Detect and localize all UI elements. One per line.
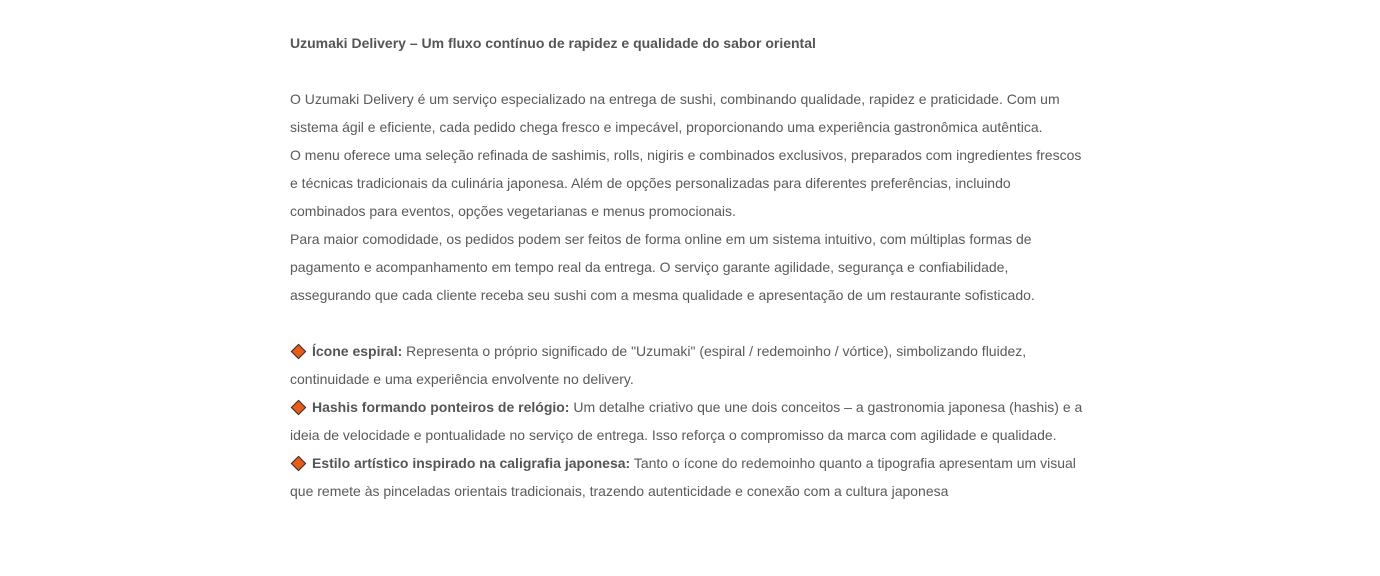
- paragraph-intro: O Uzumaki Delivery é um serviço especializado na entrega de sushi, combinando qualidade, rapidez e praticidade. Com um sistema ágil e eficiente, cada pedido chega fresco e impecável, proporcionando uma experiência gastronômica autêntica.: [290, 91, 1060, 135]
- feature-item-calligraphy-style: [290, 449, 1090, 505]
- paragraph-menu: O menu oferece uma seleção refinada de sashimis, rolls, nigiris e combinados exclusivos, preparados com ingredientes frescos e técnicas tradicionais da culinária japonesa. Além de opções personalizadas para diferentes preferências, incluindo combinados para eventos, opções vegetarianas e menus promocionais.: [290, 147, 1082, 219]
- feature-heading: Ícone espiral:: [312, 343, 403, 359]
- feature-heading: Estilo artístico inspirado na caligrafia japonesa:: [312, 455, 631, 471]
- feature-heading: Hashis formando ponteiros de relógio:: [312, 399, 570, 415]
- page-title: Uzumaki Delivery – Um fluxo contínuo de rapidez e qualidade do sabor oriental: [290, 35, 816, 51]
- feature-item-hashis-clock: [290, 393, 1090, 449]
- spacer: [290, 309, 1090, 337]
- spacer: [290, 57, 1090, 85]
- orange-diamond-icon: [291, 344, 307, 360]
- feature-text: Representa o próprio significado de "Uzumaki" (espiral / redemoinho / vórtice), simbolizando fluidez, continuidade e uma experiência envolvente no delivery.: [290, 343, 1027, 387]
- orange-diamond-icon: [291, 456, 307, 472]
- feature-item-spiral-icon: [290, 337, 1090, 393]
- paragraph-ordering: Para maior comodidade, os pedidos podem ser feitos de forma online em um sistema intuitivo, com múltiplas formas de pagamento e acompanhamento em tempo real da entrega. O serviço garante agilidade, segurança e confiabilidade, assegurando que cada cliente receba seu sushi com a mesma qualidade e apresentação de um restaurante sofisticado.: [290, 231, 1035, 303]
- project-description: [290, 29, 1090, 505]
- feature-text: Tanto o ícone do redemoinho quanto a tipografia apresentam um visual que remete às pinceladas orientais tradicionais, trazendo autenticidade e conexão com a cultura japonesa: [290, 455, 1076, 499]
- orange-diamond-icon: [291, 400, 307, 416]
- feature-text: Um detalhe criativo que une dois conceitos – a gastronomia japonesa (hashis) e a ideia de velocidade e pontualidade no serviço de entrega. Isso reforça o compromisso da marca com agilidade e qualidade.: [290, 399, 1083, 443]
